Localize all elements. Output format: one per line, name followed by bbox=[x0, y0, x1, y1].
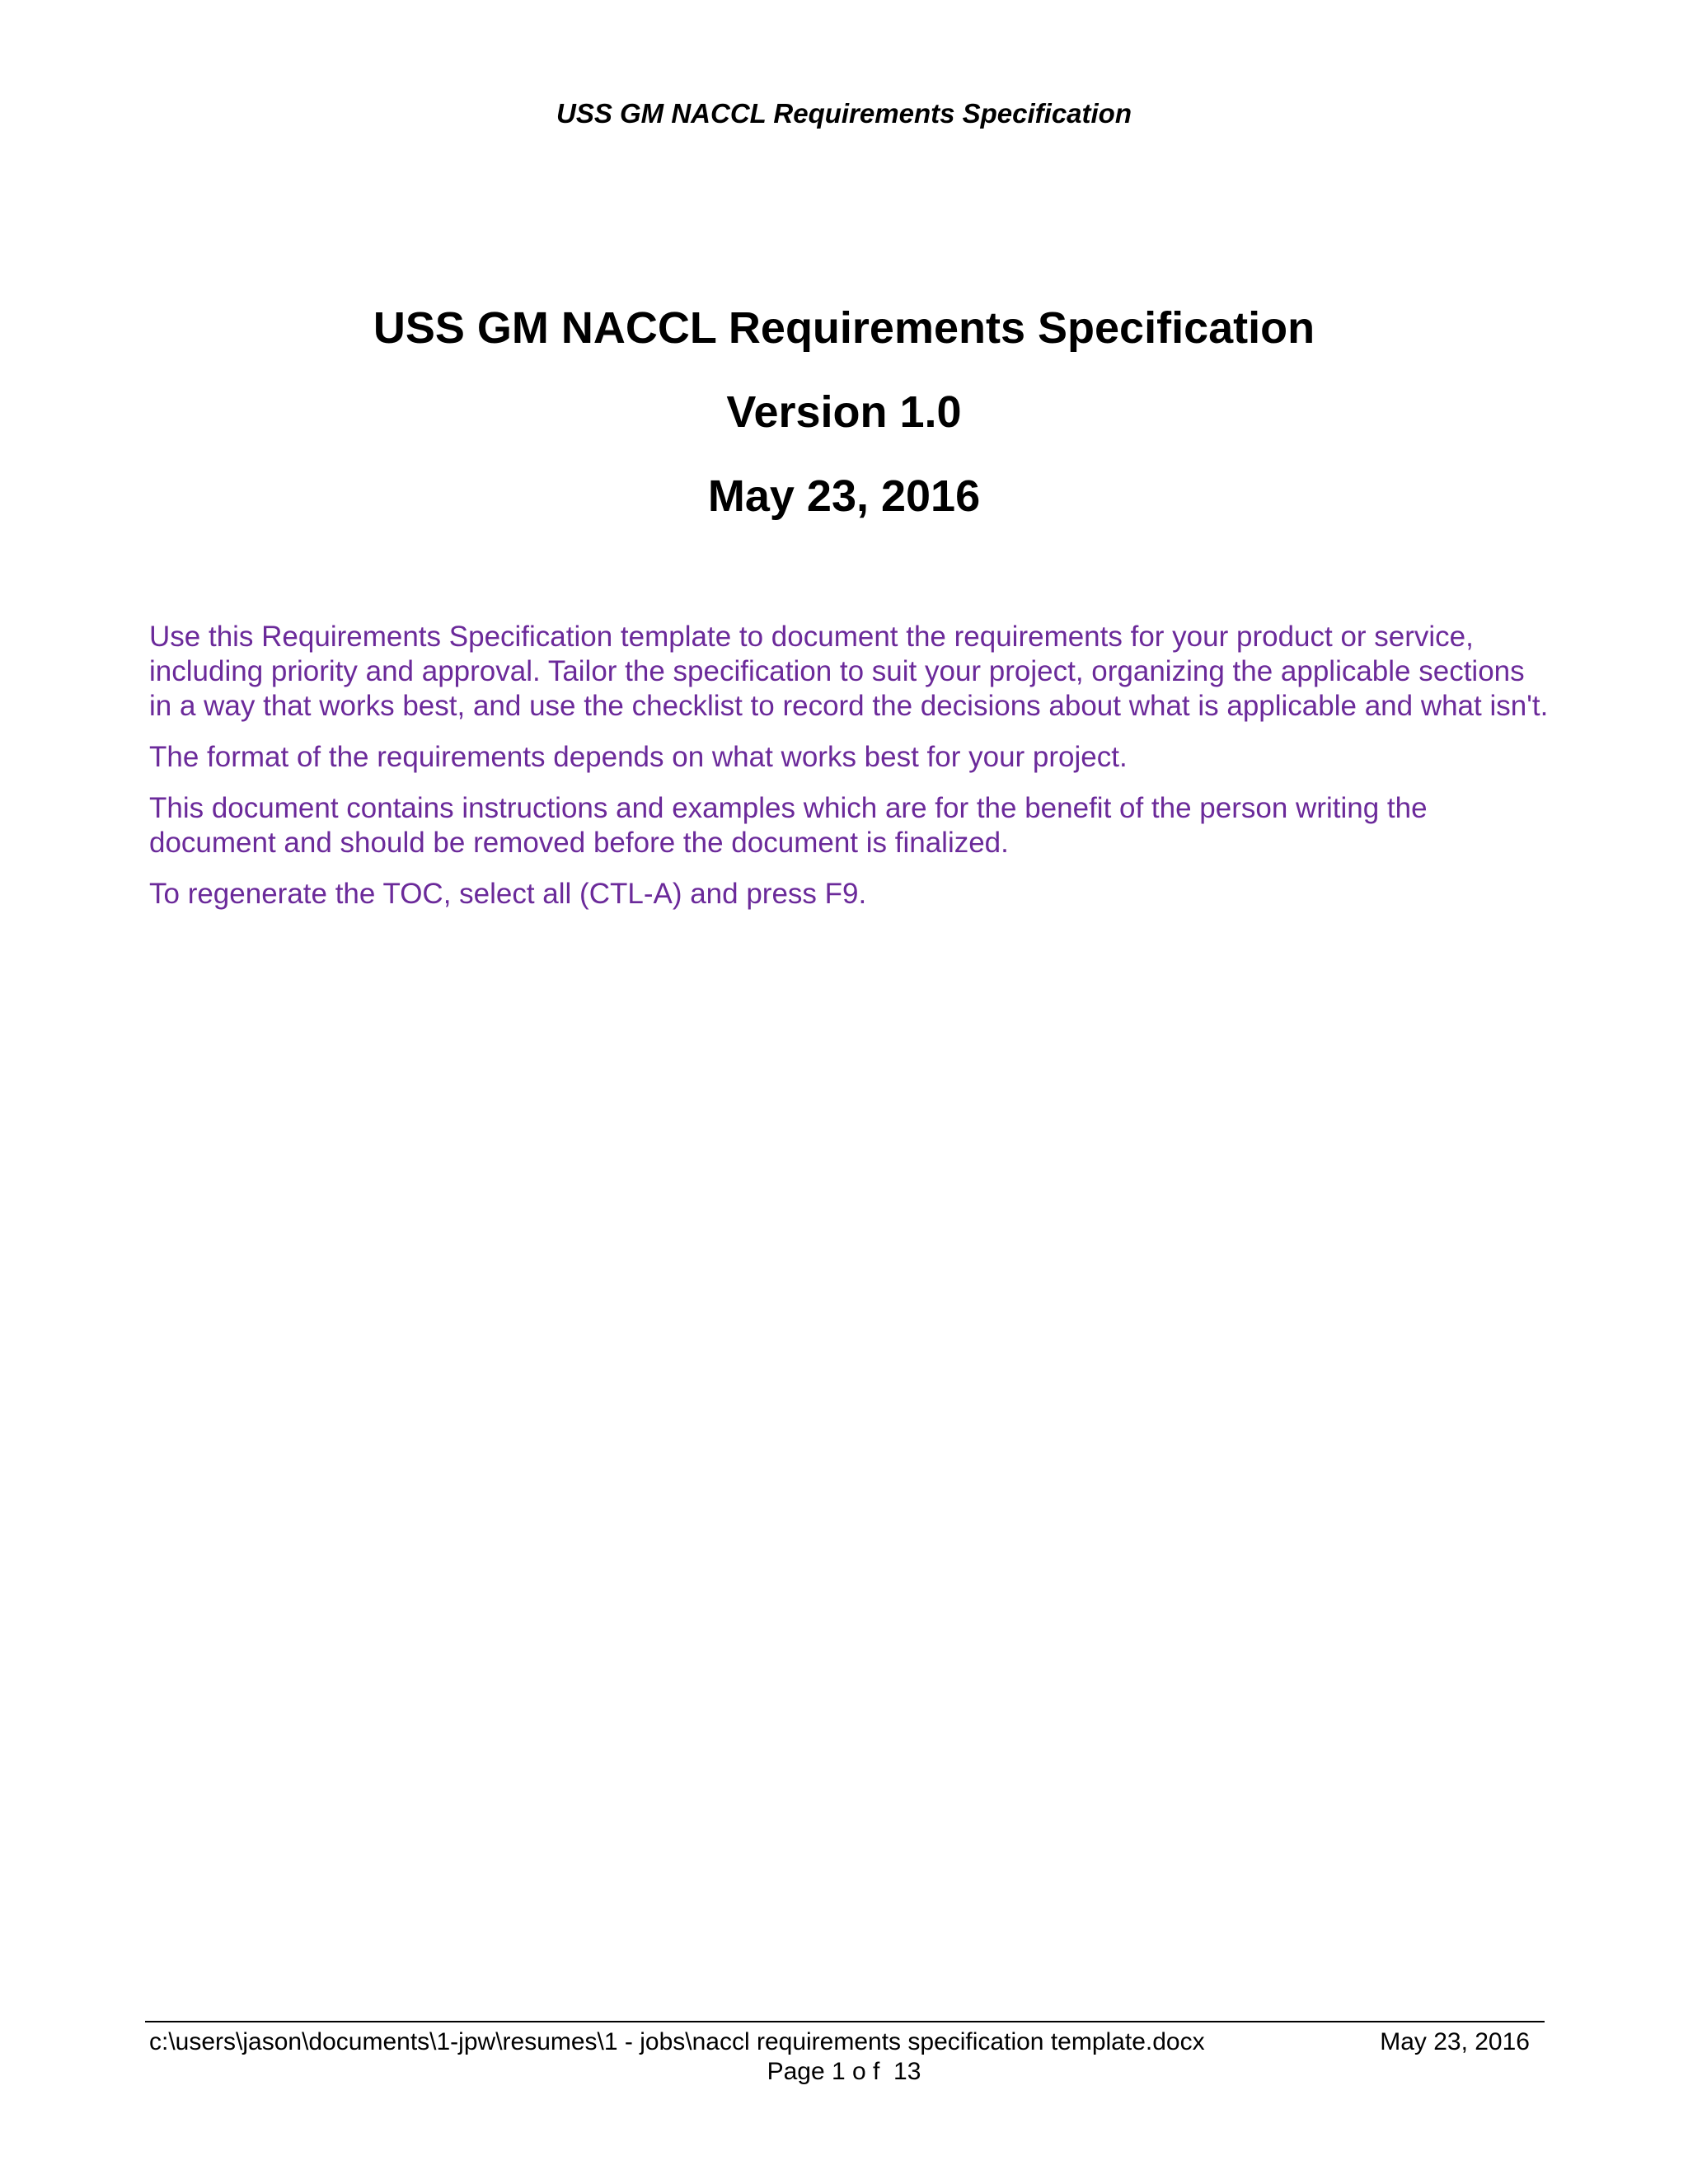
instruction-paragraph: This document contains instructions and examples which are for the benefit of the person writing the document and should be removed before the document is finalized. bbox=[149, 792, 1428, 859]
instructions-block bbox=[149, 620, 1550, 928]
instruction-paragraph: The format of the requirements depends on what works best for your project. bbox=[149, 741, 1128, 773]
instruction-paragraph: Use this Requirements Specification template to document the requirements for your product or service, including priority and approval. Tailor the specification to suit your project, organizing the applicable sections in a way that works best, and use the checklist to record the decisions about what is applicable and what isn't. bbox=[149, 621, 1549, 722]
document-version: Version 1.0 bbox=[726, 387, 962, 437]
instruction-paragraph: To regenerate the TOC, select all (CTL-A) and press F9. bbox=[149, 878, 867, 910]
running-header: USS GM NACCL Requirements Specification bbox=[556, 98, 1132, 129]
document-date: May 23, 2016 bbox=[707, 471, 981, 521]
footer-divider bbox=[145, 2021, 1545, 2022]
footer-file-path: c:\users\jason\documents\1-jpw\resumes\1 - jobs\naccl requirements specification template.docx bbox=[149, 2028, 1205, 2055]
footer-date: May 23, 2016 bbox=[1380, 2028, 1530, 2055]
document-title: USS GM NACCL Requirements Specification bbox=[373, 303, 1315, 353]
title-block bbox=[0, 302, 1688, 554]
footer-page-number: Page 1 o f 13 bbox=[767, 2058, 921, 2085]
